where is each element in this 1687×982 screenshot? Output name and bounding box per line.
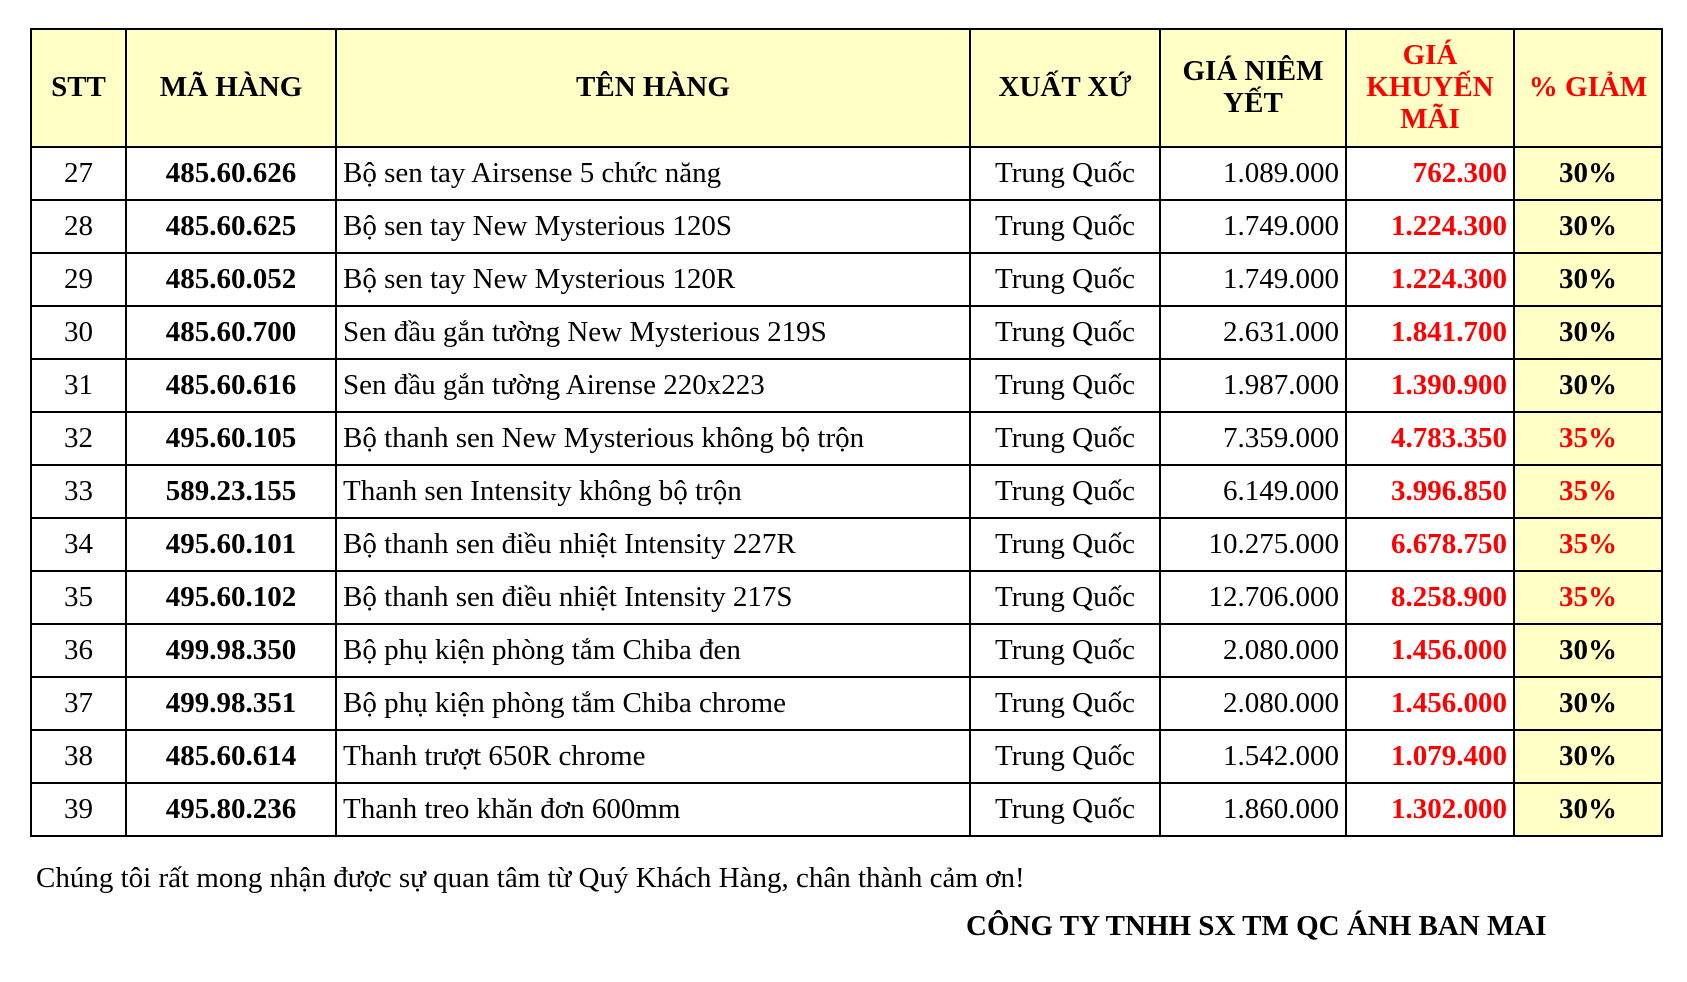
cell-name: Sen đầu gắn tường Airense 220x223 [336,359,970,412]
header-name: TÊN HÀNG [336,29,970,147]
cell-discount: 30% [1514,306,1662,359]
cell-promo-price: 3.996.850 [1346,465,1514,518]
cell-stt: 27 [31,147,126,200]
cell-promo-price: 1.224.300 [1346,200,1514,253]
cell-discount: 30% [1514,147,1662,200]
cell-stt: 36 [31,624,126,677]
cell-origin: Trung Quốc [970,677,1160,730]
cell-name: Bộ thanh sen điều nhiệt Intensity 217S [336,571,970,624]
cell-promo-price: 1.390.900 [1346,359,1514,412]
header-stt: STT [31,29,126,147]
cell-promo-price: 1.302.000 [1346,783,1514,836]
table-row [31,730,1662,783]
cell-stt: 38 [31,730,126,783]
cell-discount: 30% [1514,359,1662,412]
cell-name: Bộ sen tay New Mysterious 120S [336,200,970,253]
cell-stt: 29 [31,253,126,306]
cell-list-price: 1.089.000 [1160,147,1346,200]
cell-stt: 33 [31,465,126,518]
cell-origin: Trung Quốc [970,730,1160,783]
cell-code: 485.60.700 [126,306,336,359]
table-header-row [31,29,1662,147]
cell-name: Bộ sen tay Airsense 5 chức năng [336,147,970,200]
table-row [31,412,1662,465]
cell-origin: Trung Quốc [970,571,1160,624]
cell-promo-price: 1.456.000 [1346,624,1514,677]
cell-code: 495.80.236 [126,783,336,836]
cell-promo-price: 1.841.700 [1346,306,1514,359]
cell-discount: 35% [1514,412,1662,465]
cell-stt: 31 [31,359,126,412]
cell-list-price: 1.542.000 [1160,730,1346,783]
cell-origin: Trung Quốc [970,253,1160,306]
cell-list-price: 2.631.000 [1160,306,1346,359]
cell-code: 495.60.105 [126,412,336,465]
cell-list-price: 7.359.000 [1160,412,1346,465]
price-table [30,28,1663,837]
cell-stt: 37 [31,677,126,730]
cell-stt: 30 [31,306,126,359]
cell-origin: Trung Quốc [970,624,1160,677]
cell-code: 499.98.350 [126,624,336,677]
cell-origin: Trung Quốc [970,200,1160,253]
company-name: CÔNG TY TNHH SX TM QC ÁNH BAN MAI [966,910,1547,942]
cell-stt: 28 [31,200,126,253]
cell-code: 499.98.351 [126,677,336,730]
cell-discount: 30% [1514,624,1662,677]
cell-code: 485.60.616 [126,359,336,412]
cell-code: 485.60.626 [126,147,336,200]
cell-promo-price: 8.258.900 [1346,571,1514,624]
cell-discount: 35% [1514,571,1662,624]
cell-list-price: 10.275.000 [1160,518,1346,571]
cell-origin: Trung Quốc [970,783,1160,836]
cell-code: 485.60.625 [126,200,336,253]
cell-list-price: 2.080.000 [1160,677,1346,730]
cell-promo-price: 4.783.350 [1346,412,1514,465]
table-row [31,359,1662,412]
cell-list-price: 1.987.000 [1160,359,1346,412]
cell-promo-price: 6.678.750 [1346,518,1514,571]
cell-stt: 34 [31,518,126,571]
table-row [31,306,1662,359]
cell-name: Bộ phụ kiện phòng tắm Chiba chrome [336,677,970,730]
cell-code: 495.60.101 [126,518,336,571]
table-row [31,624,1662,677]
cell-discount: 30% [1514,783,1662,836]
cell-list-price: 1.749.000 [1160,253,1346,306]
table-row [31,677,1662,730]
cell-discount: 30% [1514,730,1662,783]
cell-promo-price: 1.079.400 [1346,730,1514,783]
cell-list-price: 1.860.000 [1160,783,1346,836]
cell-discount: 30% [1514,677,1662,730]
cell-code: 589.23.155 [126,465,336,518]
cell-promo-price: 1.456.000 [1346,677,1514,730]
cell-origin: Trung Quốc [970,147,1160,200]
cell-stt: 39 [31,783,126,836]
cell-code: 485.60.614 [126,730,336,783]
cell-code: 495.60.102 [126,571,336,624]
cell-list-price: 12.706.000 [1160,571,1346,624]
thank-you-note: Chúng tôi rất mong nhận được sự quan tâm từ Quý Khách Hàng, chân thành cảm ơn! [36,862,1025,894]
cell-name: Bộ phụ kiện phòng tắm Chiba đen [336,624,970,677]
table-row [31,783,1662,836]
cell-discount: 30% [1514,200,1662,253]
cell-origin: Trung Quốc [970,518,1160,571]
header-list-price: GIÁ NIÊM YẾT [1160,29,1346,147]
cell-promo-price: 1.224.300 [1346,253,1514,306]
table-row [31,147,1662,200]
cell-origin: Trung Quốc [970,465,1160,518]
cell-name: Sen đầu gắn tường New Mysterious 219S [336,306,970,359]
header-discount: % GIẢM [1514,29,1662,147]
cell-name: Thanh sen Intensity không bộ trộn [336,465,970,518]
cell-code: 485.60.052 [126,253,336,306]
cell-discount: 35% [1514,465,1662,518]
header-promo-price: GIÁ KHUYẾN MÃI [1346,29,1514,147]
cell-name: Bộ thanh sen điều nhiệt Intensity 227R [336,518,970,571]
cell-promo-price: 762.300 [1346,147,1514,200]
table-row [31,571,1662,624]
cell-origin: Trung Quốc [970,412,1160,465]
cell-name: Thanh trượt 650R chrome [336,730,970,783]
cell-stt: 35 [31,571,126,624]
table-row [31,200,1662,253]
cell-list-price: 2.080.000 [1160,624,1346,677]
header-origin: XUẤT XỨ [970,29,1160,147]
cell-origin: Trung Quốc [970,306,1160,359]
cell-name: Thanh treo khăn đơn 600mm [336,783,970,836]
cell-origin: Trung Quốc [970,359,1160,412]
cell-discount: 35% [1514,518,1662,571]
table-row [31,253,1662,306]
cell-stt: 32 [31,412,126,465]
table-row [31,518,1662,571]
cell-name: Bộ sen tay New Mysterious 120R [336,253,970,306]
cell-list-price: 6.149.000 [1160,465,1346,518]
cell-name: Bộ thanh sen New Mysterious không bộ trộn [336,412,970,465]
table-row [31,465,1662,518]
cell-discount: 30% [1514,253,1662,306]
header-code: MÃ HÀNG [126,29,336,147]
cell-list-price: 1.749.000 [1160,200,1346,253]
